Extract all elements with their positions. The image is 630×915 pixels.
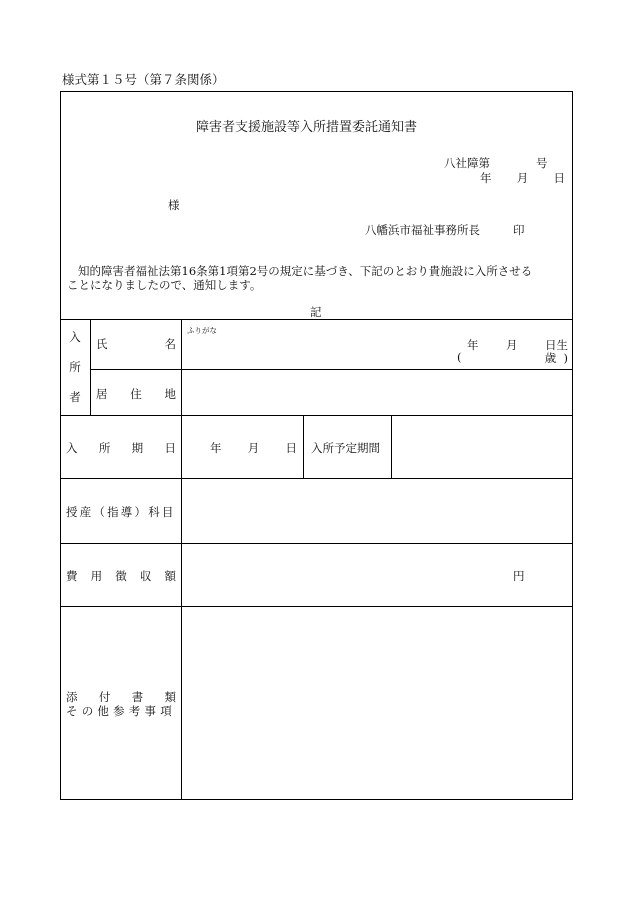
notice-date xyxy=(480,170,565,186)
resident-label-char-2: 所 xyxy=(69,360,81,374)
form-number: 様式第１５号（第７条関係） xyxy=(62,72,225,87)
notice-date-year: 年 xyxy=(480,171,492,185)
address-label xyxy=(96,386,176,402)
body-text-line-1: 知的障害者福祉法第16条第1項第2号の規定に基づき、下記のとおり貴施設に入所させる xyxy=(78,264,533,278)
admission-date-divider xyxy=(303,415,304,478)
address-label-char-3: 地 xyxy=(164,387,176,401)
attachments-label-char-3: 書 xyxy=(131,690,144,704)
birth-date-year: 年 xyxy=(467,338,479,352)
fee-label-char-3: 徴 xyxy=(115,569,127,583)
resident-label-char-3: 者 xyxy=(69,390,81,404)
name-row-bottom-line xyxy=(90,369,573,370)
fee-label xyxy=(66,568,176,584)
furigana-label: ふりがな xyxy=(187,326,217,335)
table-top-line xyxy=(60,319,573,320)
other-notes-label: その他参考事項 xyxy=(66,704,176,718)
training-subject-label: 授産（指導）科目 xyxy=(66,505,176,519)
fee-label-char-5: 額 xyxy=(164,569,176,583)
admission-date-label xyxy=(66,440,176,456)
admission-date-value xyxy=(210,440,297,456)
fee-label-char-1: 費 xyxy=(66,569,78,583)
fee-unit: 円 xyxy=(513,569,525,583)
admission-date-label-char-3: 期 xyxy=(131,441,144,455)
addressee-suffix: 様 xyxy=(168,198,180,212)
resident-label-divider xyxy=(90,319,91,415)
age-unit: 歳 xyxy=(544,351,557,365)
admission-date-month: 月 xyxy=(247,441,260,455)
resident-block-bottom-line xyxy=(60,415,573,416)
fee-label-char-2: 用 xyxy=(90,569,103,583)
birth-date-day: 日生 xyxy=(545,338,568,352)
seal-mark: 印 xyxy=(513,223,525,237)
resident-label xyxy=(66,329,84,405)
notice-number: 八社障第 号 xyxy=(444,156,548,170)
attachments-label-char-1: 添 xyxy=(66,690,78,704)
age-field xyxy=(457,350,568,366)
admission-date-label-char-4: 日 xyxy=(164,441,176,455)
planned-period-divider xyxy=(391,415,392,478)
admission-date-day: 日 xyxy=(285,441,297,455)
label-column-divider xyxy=(181,319,182,800)
fee-row-bottom-line xyxy=(60,606,573,607)
training-row-bottom-line xyxy=(60,543,573,544)
address-label-char-1: 居 xyxy=(96,387,108,401)
admission-date-year: 年 xyxy=(210,441,222,455)
record-label: 記 xyxy=(310,305,322,319)
name-label-char-1: 氏 xyxy=(96,337,108,351)
attachments-label-char-4: 類 xyxy=(164,690,176,704)
document-title: 障害者支援施設等入所措置委託通知書 xyxy=(196,120,418,135)
issuer-name: 八幡浜市福祉事務所長 xyxy=(365,223,480,237)
admission-date-label-char-2: 所 xyxy=(98,441,111,455)
age-open-paren: ( xyxy=(457,350,462,364)
age-close-paren: ) xyxy=(563,351,568,365)
body-text-line-2: ことになりましたので、通知します。 xyxy=(67,278,262,292)
name-label xyxy=(96,336,176,352)
address-label-char-2: 住 xyxy=(130,387,142,401)
notice-date-day: 日 xyxy=(553,171,565,185)
name-label-char-2: 名 xyxy=(164,337,176,351)
fee-label-char-4: 収 xyxy=(139,569,152,583)
notice-date-month: 月 xyxy=(516,171,529,185)
planned-period-label: 入所予定期間 xyxy=(311,441,380,455)
attachments-label-char-2: 付 xyxy=(98,690,111,704)
admission-row-bottom-line xyxy=(60,478,573,479)
birth-date-month: 月 xyxy=(506,338,518,352)
resident-label-char-1: 入 xyxy=(69,330,81,344)
admission-date-label-char-1: 入 xyxy=(66,441,78,455)
